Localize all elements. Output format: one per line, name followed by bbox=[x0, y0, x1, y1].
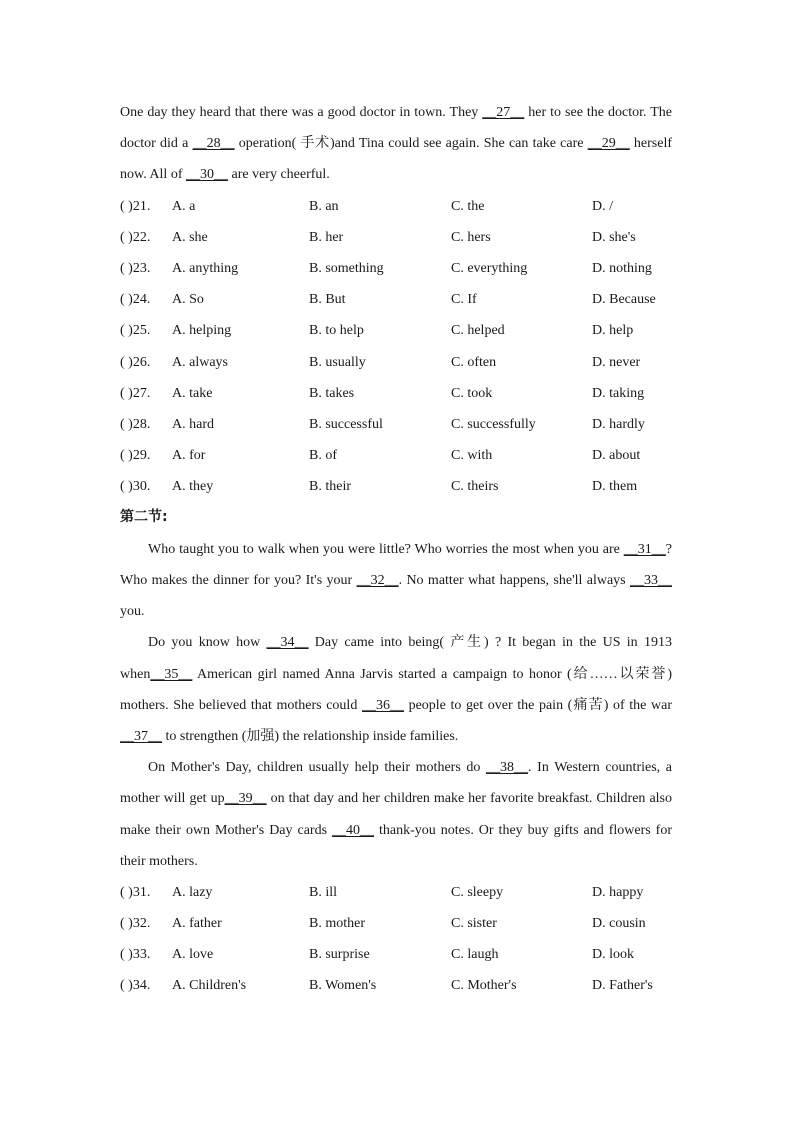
option-a: A. father bbox=[172, 916, 222, 932]
question-number: ( )30. bbox=[120, 479, 151, 495]
option-c: C. helped bbox=[451, 323, 505, 339]
text-run: herself now. All of bbox=[120, 136, 673, 183]
section-title: 第二节: bbox=[120, 509, 168, 526]
blank-27: __27__ bbox=[482, 105, 525, 120]
text-run: Who taught you to walk when you were little? Who worries the most when you are bbox=[148, 541, 624, 557]
option-d: D. about bbox=[592, 448, 641, 464]
text-run: ? Who makes the dinner for you? It's your bbox=[120, 541, 672, 588]
option-b: B. takes bbox=[309, 385, 355, 401]
question-number: ( )23. bbox=[120, 260, 151, 276]
question-row bbox=[120, 191, 672, 222]
question-row bbox=[120, 877, 672, 908]
section2-paragraph-2 bbox=[120, 627, 672, 752]
option-d: D. Father's bbox=[592, 978, 653, 994]
option-b: B. mother bbox=[309, 916, 365, 932]
option-b: B. ill bbox=[309, 884, 338, 900]
option-a: A. always bbox=[172, 354, 228, 370]
option-c: C. If bbox=[451, 292, 477, 308]
option-b: B. their bbox=[309, 479, 351, 495]
question-number: ( )28. bbox=[120, 416, 151, 432]
question-row bbox=[120, 253, 672, 284]
option-d: D. hardly bbox=[592, 416, 645, 432]
question-number: ( )22. bbox=[120, 229, 151, 245]
text-run: . In Western countries, a mother will get up bbox=[120, 760, 672, 807]
section2-paragraph-3 bbox=[120, 752, 672, 877]
text-run: thank-you notes. Or they buy gifts and flowers for their mothers. bbox=[120, 822, 672, 869]
blank-29: __29__ bbox=[587, 136, 630, 152]
text-run: on that day and her children make her favorite breakfast. Children also make their own Mother's Day cards bbox=[120, 791, 672, 838]
option-d: D. taking bbox=[592, 385, 645, 401]
option-d: D. cousin bbox=[592, 916, 646, 932]
option-a: A. she bbox=[172, 229, 208, 245]
question-number: ( )26. bbox=[120, 354, 151, 370]
option-d: D. them bbox=[592, 479, 638, 495]
question-number: ( )32. bbox=[120, 916, 151, 932]
question-list-2 bbox=[120, 877, 672, 1002]
question-row bbox=[120, 222, 672, 253]
text-run: Do you know how bbox=[148, 635, 267, 651]
question-number: ( )34. bbox=[120, 978, 151, 994]
option-b: B. her bbox=[309, 229, 344, 245]
text-run: American girl named Anna Jarvis started a campaign to honor (给……以荣誉) mothers. She believed that mothers could bbox=[120, 666, 672, 713]
option-b: B. successful bbox=[309, 416, 383, 432]
question-number: ( )24. bbox=[120, 292, 151, 308]
blank-39: __39__ bbox=[224, 791, 267, 807]
option-d: D. Because bbox=[592, 292, 656, 308]
text-run: One day they heard that there was a good doctor in town. They bbox=[120, 105, 483, 120]
option-a: A. for bbox=[172, 448, 206, 464]
question-row bbox=[120, 440, 672, 471]
blank-37: __37__ bbox=[120, 728, 162, 744]
option-b: B. usually bbox=[309, 354, 366, 370]
text-run: people to get over the pain (痛苦) of the war bbox=[403, 697, 672, 713]
option-b: B. of bbox=[309, 448, 337, 464]
blank-35: __35__ bbox=[150, 666, 193, 682]
option-a: A. lazy bbox=[172, 884, 213, 900]
document-content bbox=[120, 97, 672, 1002]
question-number: ( )31. bbox=[120, 884, 151, 900]
option-a: A. take bbox=[172, 385, 213, 401]
question-row bbox=[120, 284, 672, 315]
question-row bbox=[120, 471, 672, 502]
option-c: C. theirs bbox=[451, 479, 499, 495]
option-c: C. took bbox=[451, 385, 493, 401]
text-run: to strengthen (加强) the relationship inside families. bbox=[162, 728, 459, 744]
option-c: C. the bbox=[451, 198, 485, 214]
option-a: A. love bbox=[172, 947, 214, 963]
text-run: On Mother's Day, children usually help their mothers do bbox=[148, 760, 487, 776]
text-run: operation( 手术)and Tina could see again. She can take care bbox=[234, 136, 588, 152]
option-b: B. to help bbox=[309, 323, 364, 339]
blank-34: __34__ bbox=[266, 635, 309, 651]
option-d: D. happy bbox=[592, 884, 644, 900]
question-row bbox=[120, 939, 672, 970]
option-a: A. anything bbox=[172, 260, 239, 276]
question-row bbox=[120, 409, 672, 440]
text-run: you. bbox=[120, 604, 145, 620]
option-c: C. successfully bbox=[451, 416, 536, 432]
option-c: C. everything bbox=[451, 260, 528, 276]
option-c: C. sleepy bbox=[451, 884, 504, 900]
option-d: D. help bbox=[592, 323, 634, 339]
blank-36: __36__ bbox=[361, 697, 404, 713]
option-c: C. Mother's bbox=[451, 978, 517, 994]
option-b: B. an bbox=[309, 198, 339, 214]
question-number: ( )27. bbox=[120, 385, 151, 401]
blank-30: __30__ bbox=[185, 167, 228, 183]
option-a: A. So bbox=[172, 292, 204, 308]
option-a: A. helping bbox=[172, 323, 232, 339]
question-row bbox=[120, 908, 672, 939]
question-number: ( )25. bbox=[120, 323, 151, 339]
blank-31: __31__ bbox=[623, 541, 666, 557]
option-c: C. hers bbox=[451, 229, 491, 245]
text-run: her to see the doctor. The doctor did a bbox=[120, 105, 672, 152]
question-number: ( )33. bbox=[120, 947, 151, 963]
section2-paragraph-1 bbox=[120, 534, 672, 628]
blank-28: __28__ bbox=[192, 136, 235, 152]
option-a: A. Children's bbox=[172, 978, 247, 994]
option-d: D. nothing bbox=[592, 260, 652, 276]
question-row bbox=[120, 970, 672, 1001]
option-a: A. a bbox=[172, 198, 196, 214]
option-b: B. But bbox=[309, 292, 346, 308]
blank-32: __32__ bbox=[356, 572, 399, 588]
text-run: . No matter what happens, she'll always bbox=[398, 572, 630, 588]
text-run: Day came into being( 产生) ? It began in the US in 1913 when bbox=[120, 635, 672, 682]
option-a: A. hard bbox=[172, 416, 214, 432]
option-d: D. / bbox=[592, 198, 613, 214]
option-d: D. look bbox=[592, 947, 634, 963]
option-d: D. she's bbox=[592, 229, 636, 245]
blank-40: __40__ bbox=[332, 822, 375, 838]
question-row bbox=[120, 347, 672, 378]
blank-33: __33__ bbox=[630, 572, 672, 588]
option-a: A. they bbox=[172, 479, 214, 495]
text-run: are very cheerful. bbox=[227, 167, 330, 183]
option-c: C. often bbox=[451, 354, 497, 370]
question-number: ( )29. bbox=[120, 448, 151, 464]
option-c: C. laugh bbox=[451, 947, 499, 963]
question-row bbox=[120, 315, 672, 346]
option-c: C. with bbox=[451, 448, 493, 464]
question-list-1 bbox=[120, 191, 672, 503]
passage-paragraph bbox=[120, 97, 672, 191]
option-b: B. something bbox=[309, 260, 384, 276]
option-d: D. never bbox=[592, 354, 641, 370]
option-c: C. sister bbox=[451, 916, 497, 932]
question-row bbox=[120, 378, 672, 409]
question-number: ( )21. bbox=[120, 198, 151, 214]
option-b: B. Women's bbox=[309, 978, 377, 994]
blank-38: __38__ bbox=[486, 760, 529, 776]
option-b: B. surprise bbox=[309, 947, 370, 963]
